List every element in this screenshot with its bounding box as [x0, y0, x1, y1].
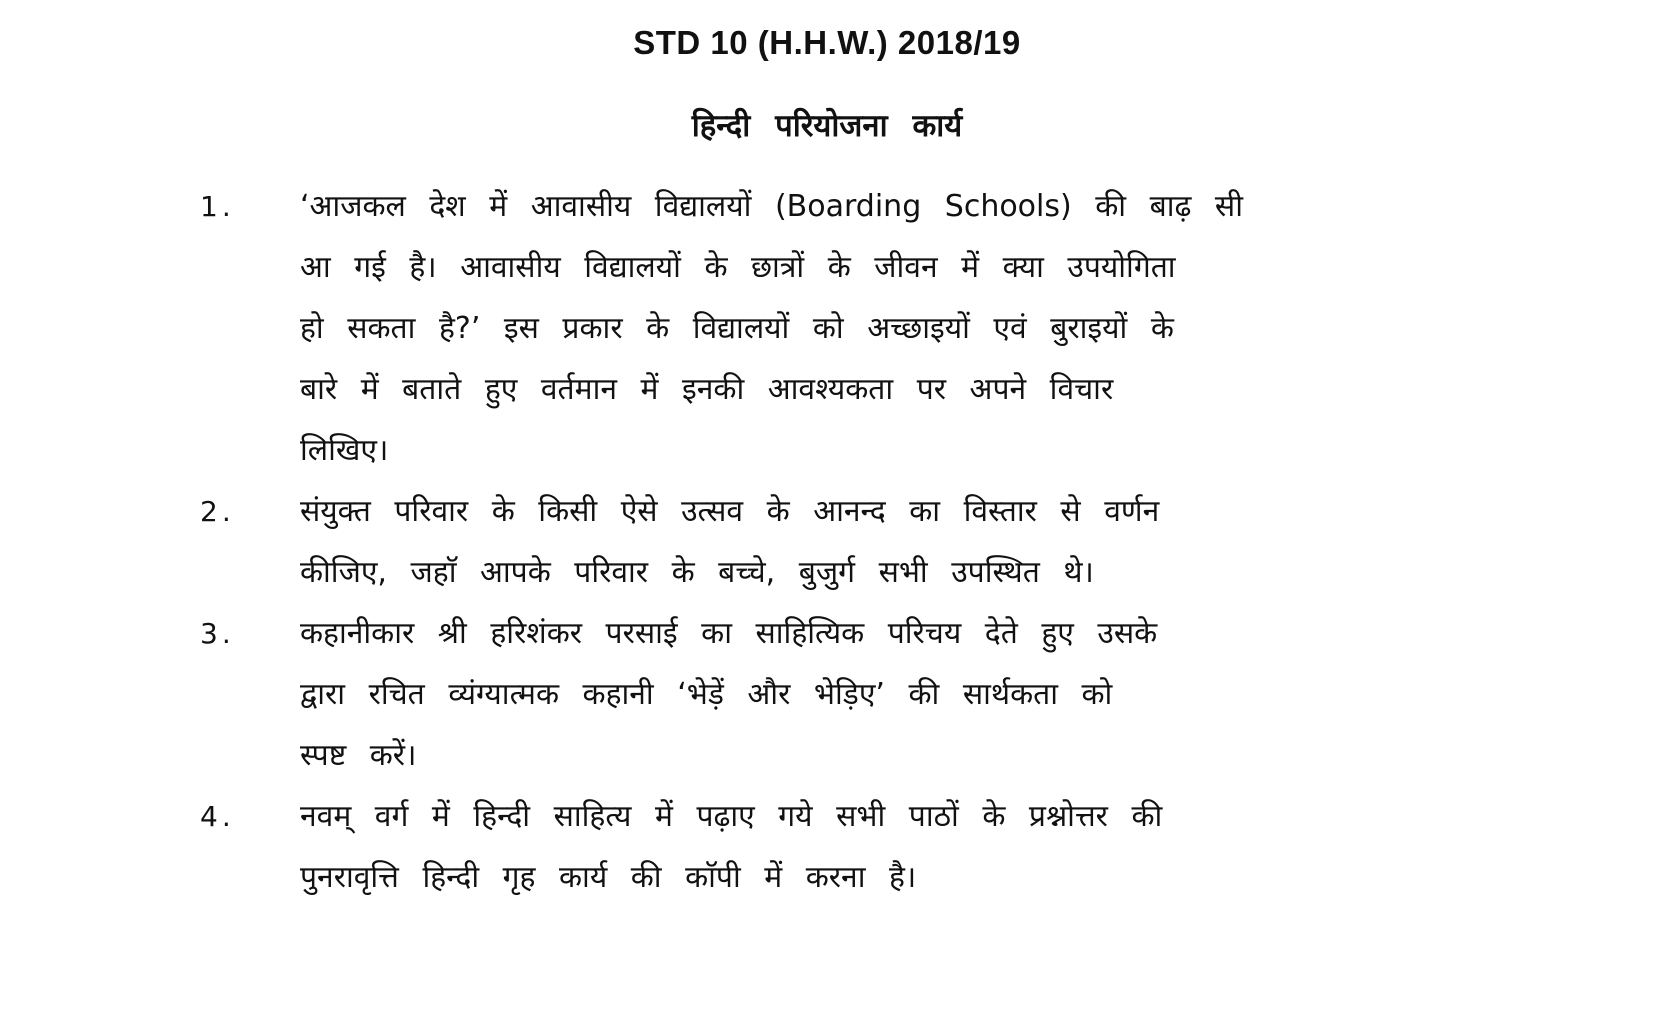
document-subtitle: हिन्दी परियोजना कार्य: [691, 108, 963, 144]
question-line: नवम् वर्ग में हिन्दी साहित्य में पढ़ाए गये सभी पाठों के प्रश्नोत्तर की: [300, 799, 1163, 834]
question-number: 1.: [200, 190, 235, 223]
question-line: द्वारा रचित व्यंग्यात्मक कहानी ‘भेड़ें और भेड़िए’ की सार्थकता को: [300, 677, 1113, 712]
question-line: स्पष्ट करें।: [300, 738, 417, 773]
question-line: लिखिए।: [300, 433, 389, 468]
question-text: [300, 481, 1460, 603]
question-line: संयुक्त परिवार के किसी ऐसे उत्सव के आनन्द का विस्तार से वर्णन: [300, 494, 1160, 529]
document-title: STD 10 (H.H.W.) 2018/19: [633, 24, 1021, 61]
question-line: कहानीकार श्री हरिशंकर परसाई का साहित्यिक परिचय देते हुए उसके: [300, 616, 1158, 651]
question-item-3: [200, 603, 1460, 786]
question-text: [300, 176, 1460, 481]
question-item-4: [200, 786, 1460, 908]
question-line: ‘आजकल देश में आवासीय विद्यालयों (Boarding Schools) की बाढ़ सी: [300, 189, 1243, 224]
question-item-2: [200, 481, 1460, 603]
question-number: 2.: [200, 495, 235, 528]
question-item-1: [200, 176, 1460, 481]
question-line: हो सकता है?’ इस प्रकार के विद्यालयों को अच्छाइयों एवं बुराइयों के: [300, 311, 1174, 346]
question-line: आ गई है। आवासीय विद्यालयों के छात्रों के जीवन में क्या उपयोगिता: [300, 250, 1176, 285]
question-line: बारे में बताते हुए वर्तमान में इनकी आवश्यकता पर अपने विचार: [300, 372, 1114, 407]
question-text: [300, 786, 1460, 908]
question-line: पुनरावृत्ति हिन्दी गृह कार्य की काॅपी में करना है।: [300, 860, 917, 895]
question-number: 4.: [200, 800, 235, 833]
question-line: कीजिए, जहाॅ आपके परिवार के बच्चे, बुजुर्ग सभी उपस्थित थे।: [300, 555, 1094, 590]
question-number: 3.: [200, 617, 235, 650]
question-list: [200, 176, 1460, 908]
question-text: [300, 603, 1460, 786]
